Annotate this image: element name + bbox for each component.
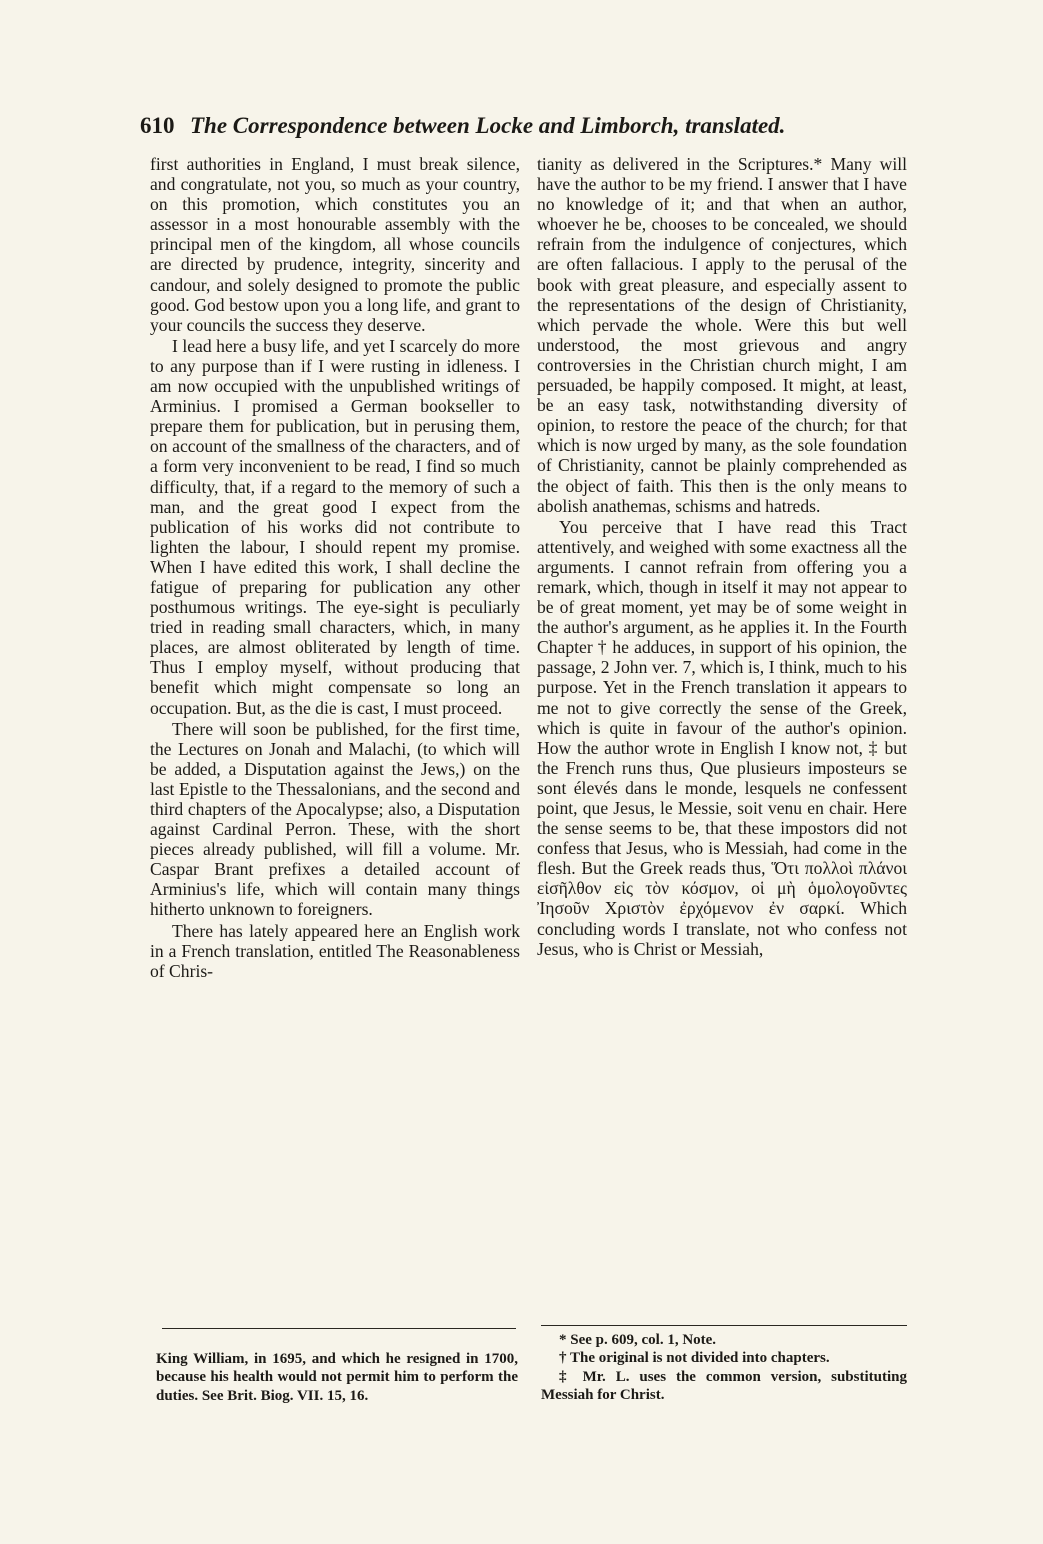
footnote: † The original is not divided into chapters. — [559, 1350, 830, 1367]
footnote: King William, in 1695, and which he resigned in 1700, because his health would not permit him to perform the duties. See Brit. Biog. VII. 15, 16. — [156, 1351, 518, 1404]
footnote-rule — [162, 1328, 516, 1329]
footnotes-right — [541, 1331, 907, 1404]
paragraph: tianity as delivered in the Scriptures.* Many will have the author to be my friend. I answer that I have no knowledge of it; and that when an author, whoever he be, chooses to be concealed, we should refrain from the indulgence of conjectures, which are often fallacious. I apply to the perusal of the book with great pleasure, and especially assent to the representations of the design of Christianity, which pervade the whole. Were this but well understood, the most grievous and angry controversies in the Christian church might, I am persuaded, be happily composed. It might, at least, be an easy task, notwithstanding diversity of opinion, to restore the peace of the church; for that which is now urged by many, as the sole foundation of Christianity, cannot be plainly comprehended as the object of faith. This then is the only means to abolish anathemas, schisms and hatreds. — [537, 154, 907, 516]
footnotes-left — [156, 1350, 518, 1405]
left-column — [150, 154, 520, 981]
paragraph: There has lately appeared here an English work in a French translation, entitled The Reasonableness of Chris- — [150, 920, 520, 981]
running-title: The Correspondence between Locke and Limborch, translated. — [190, 113, 786, 138]
right-column — [537, 154, 907, 959]
footnote: ‡ Mr. L. uses the common version, substituting Messiah for Christ. — [541, 1368, 907, 1403]
paragraph: first authorities in England, I must break silence, and congratulate, not you, so much as your country, on this promotion, which constitutes you an assessor in a most honourable assembly with the principal men of the kingdom, all whose councils are directed by prudence, integrity, sincerity and candour, and solely designed to promote the public good. God bestow upon you a long life, and grant to your councils the success they deserve. — [150, 154, 520, 335]
page-number: 610 — [140, 113, 175, 138]
paragraph: I lead here a busy life, and yet I scarcely do more to any purpose than if I were rusting in idleness. I am now occupied with the unpublished writings of Arminius. I promised a German bookseller to prepare them for publication, but in perusing them, on account of the smallness of the characters, and of a form very inconvenient to be read, I find so much difficulty, that, if a regard to the memory of such a man, and the great good I expect from the publication of his works did not contribute to lighten the labour, I should repent my promise. When I have edited this work, I shall decline the fatigue of preparing for publication any other posthumous writings. The eye-sight is peculiarly tried in reading small characters, which, in many places, are almost obliterated by length of time. Thus I employ myself, without producing that benefit which might compensate so long an occupation. But, as the die is cast, I must proceed. — [150, 335, 520, 718]
footnote: * See p. 609, col. 1, Note. — [559, 1332, 717, 1348]
page-header — [140, 108, 920, 144]
footnote-rule — [541, 1325, 907, 1326]
paragraph: There will soon be published, for the first time, the Lectures on Jonah and Malachi, (to which will be added, a Disputation against the Jews,) on the last Epistle to the Thessalonians, and the second and third chapters of the Apocalypse; also, a Disputation against Cardinal Perron. These, with the short pieces already published, will fill a volume. Mr. Caspar Brant prefixes a detailed account of Arminius's life, which will contain many things hitherto unknown to foreigners. — [150, 718, 520, 920]
paragraph: You perceive that I have read this Tract attentively, and weighed with some exactness all the arguments. I cannot refrain from offering you a remark, which, though in itself it may not appear to be of great moment, yet may be of some weight in the author's argument, as he applies it. In the Fourth Chapter † he adduces, in support of his opinion, the passage, 2 John ver. 7, which is, I think, much to his purpose. Yet in the French translation it appears to me not to give correctly the sense of the Greek, which is quite in favour of the author's opinion. How the author wrote in English I know not, ‡ but the French runs thus, Que plusieurs imposteurs se sont élevés dans le monde, lesquels ne confessent point, que Jesus, le Messie, soit venu en chair. Here the sense seems to be, that these impostors did not confess that Jesus, who is Messiah, had come in the flesh. But the Greek reads thus, Ὅτι πολλοὶ πλάνοι εἰσῆλθον εἰς τὸν κόσμον, οἱ μὴ ὁμολογοῦντες Ἰησοῦν Χριστὸν ἐρχόμενον ἐν σαρκί. Which concluding words I translate, not who confess not Jesus, who is Christ or Messiah, — [537, 516, 907, 959]
